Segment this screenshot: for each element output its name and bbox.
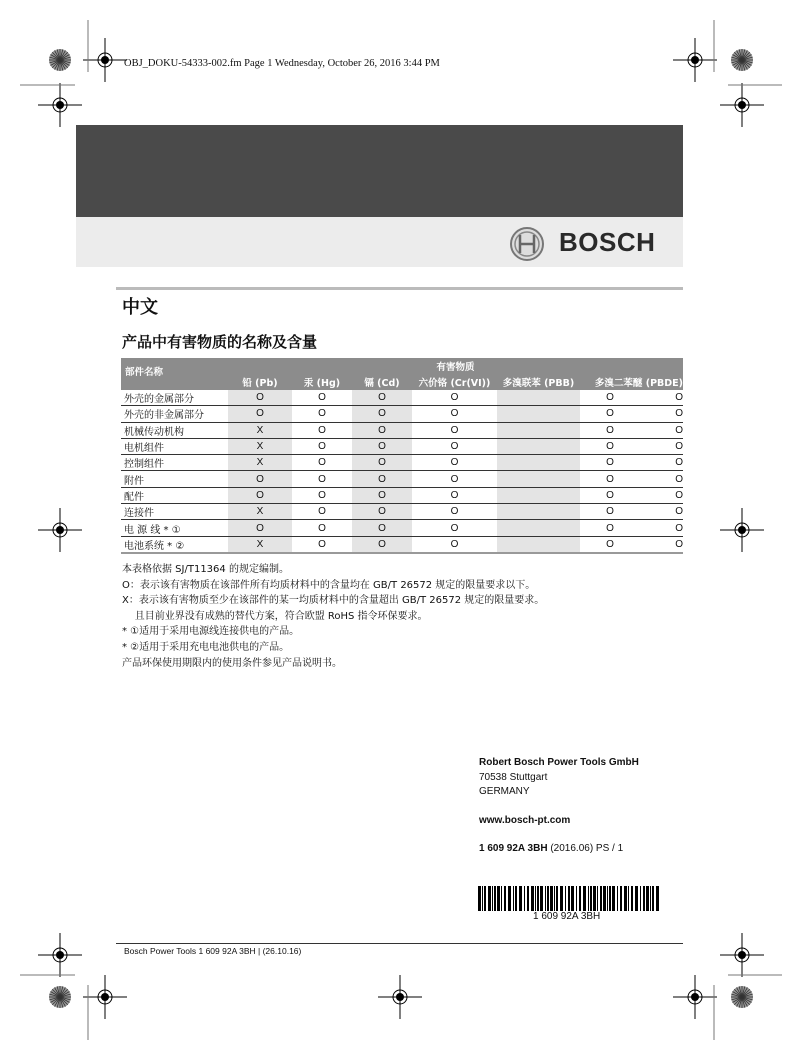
substance-cell: O	[640, 406, 683, 422]
substance-cell: O	[228, 487, 292, 503]
substance-cell: O	[352, 438, 412, 454]
substance-cell	[497, 438, 580, 454]
table-row	[121, 422, 683, 438]
substance-cell: X	[228, 536, 292, 553]
note-line: * ②适用于采用充电电池供电的产品。	[122, 641, 290, 653]
barcode-bar	[547, 886, 549, 911]
barcode-bar	[590, 886, 592, 911]
substance-cell: O	[352, 455, 412, 471]
part-name: 电机组件	[121, 438, 228, 454]
barcode-bar	[656, 886, 659, 911]
section-title: 产品中有害物质的名称及含量	[122, 333, 318, 351]
starburst-registration-icon	[731, 986, 753, 1008]
barcode-bar	[531, 886, 534, 911]
doc-edition: (2016.06) PS / 1	[547, 843, 624, 854]
part-name: 电 源 线 * ①	[121, 520, 228, 536]
website: www.bosch-pt.com	[479, 814, 571, 826]
barcode-bar	[527, 886, 529, 911]
substance-cell: O	[640, 422, 683, 438]
substance-cell: O	[228, 390, 292, 406]
substance-cell: O	[292, 406, 352, 422]
bosch-armature-logo-icon	[509, 226, 545, 262]
substance-cell: O	[292, 487, 352, 503]
substance-cell: O	[352, 471, 412, 487]
substance-cell: O	[580, 471, 640, 487]
barcode-bar	[624, 886, 627, 911]
substance-cell: O	[640, 471, 683, 487]
barcode-bar	[515, 886, 517, 911]
barcode-bar	[571, 886, 574, 911]
substance-cell: O	[640, 536, 683, 553]
substance-cell	[497, 504, 580, 520]
barcode-bar	[554, 886, 555, 911]
barcode	[478, 886, 662, 911]
starburst-registration-icon	[49, 986, 71, 1008]
substance-cell: O	[412, 487, 497, 503]
bosch-logo-text: BOSCH	[559, 227, 656, 257]
barcode-bar	[537, 886, 539, 911]
column-header: 多溴联苯 (PBB)	[497, 374, 580, 390]
table-row	[121, 520, 683, 536]
barcode-bar	[484, 886, 486, 911]
barcode-bar	[556, 886, 558, 911]
crosshair-target-icon	[83, 975, 127, 1019]
notes	[122, 562, 544, 671]
substance-cell: O	[580, 504, 640, 520]
substance-cell: O	[292, 520, 352, 536]
substance-cell: O	[292, 390, 352, 406]
substance-cell: O	[412, 471, 497, 487]
substance-cell: O	[580, 390, 640, 406]
column-header: 铅 (Pb)	[228, 374, 292, 390]
crosshair-target-icon	[673, 975, 717, 1019]
divider	[116, 287, 683, 290]
substance-cell: O	[228, 471, 292, 487]
substance-cell: O	[352, 390, 412, 406]
barcode-bar	[545, 886, 546, 911]
barcode-bar	[550, 886, 553, 911]
barcode-bar	[478, 886, 481, 911]
table-row	[121, 504, 683, 520]
substance-cell: O	[292, 422, 352, 438]
substance-cell: O	[412, 536, 497, 553]
substance-cell	[497, 471, 580, 487]
column-header: 多溴二苯醚 (PBDE)	[580, 374, 683, 390]
barcode-bar	[524, 886, 525, 911]
barcode-bar	[620, 886, 622, 911]
crosshair-target-icon	[38, 83, 82, 127]
substance-cell: O	[580, 438, 640, 454]
column-header: 汞 (Hg)	[292, 374, 352, 390]
barcode-bar	[579, 886, 581, 911]
country: GERMANY	[479, 786, 530, 797]
column-header: 镉 (Cd)	[352, 374, 412, 390]
substance-cell	[497, 406, 580, 422]
barcode-bar	[565, 886, 566, 911]
note-line: * ①适用于采用电源线连接供电的产品。	[122, 626, 300, 638]
substance-cell: O	[412, 406, 497, 422]
barcode-bar	[568, 886, 570, 911]
file-header-line: OBJ_DOKU-54333-002.fm Page 1 Wednesday, October 26, 2016 3:44 PM	[124, 58, 440, 69]
substance-cell	[497, 390, 580, 406]
table-row	[121, 438, 683, 454]
crosshair-target-icon	[720, 933, 764, 977]
barcode-bar	[612, 886, 615, 911]
substance-cell: O	[580, 406, 640, 422]
substance-cell: O	[292, 504, 352, 520]
crosshair-target-icon	[720, 83, 764, 127]
substance-cell: O	[412, 422, 497, 438]
crosshair-target-icon	[378, 975, 422, 1019]
barcode-bar	[576, 886, 577, 911]
starburst-registration-icon	[49, 49, 71, 71]
barcode-bar	[583, 886, 586, 911]
substance-cell: O	[352, 487, 412, 503]
part-name-header: 部件名称	[121, 358, 228, 390]
substance-cell: X	[228, 422, 292, 438]
substance-cell: O	[640, 390, 683, 406]
footer-divider	[116, 943, 683, 944]
doc-number: 1 609 92A 3BH	[479, 843, 548, 854]
barcode-bar	[535, 886, 536, 911]
barcode-bar	[482, 886, 483, 911]
substance-cell: O	[292, 536, 352, 553]
substance-cell: O	[412, 390, 497, 406]
note-line: 本表格依据 SJ/T11364 的规定编制。	[122, 564, 289, 575]
table-row	[121, 536, 683, 553]
part-name: 配件	[121, 487, 228, 503]
substance-cell: O	[640, 438, 683, 454]
substance-cell: O	[640, 520, 683, 536]
crosshair-target-icon	[673, 38, 717, 82]
substance-cell	[497, 520, 580, 536]
substance-cell: O	[352, 422, 412, 438]
barcode-bar	[635, 886, 638, 911]
barcode-bar	[603, 886, 606, 911]
substance-cell: X	[228, 438, 292, 454]
substance-cell: O	[228, 406, 292, 422]
substance-cell: O	[580, 487, 640, 503]
substance-cell	[497, 536, 580, 553]
address-block	[479, 756, 639, 857]
part-name: 连接件	[121, 504, 228, 520]
barcode-bar	[631, 886, 633, 911]
barcode-bar	[609, 886, 611, 911]
barcode-bar	[501, 886, 502, 911]
barcode-bar	[652, 886, 654, 911]
barcode-bar	[646, 886, 649, 911]
city: 70538 Stuttgart	[479, 771, 548, 783]
crosshair-target-icon	[38, 933, 82, 977]
barcode-bar	[560, 886, 563, 911]
barcode-bar	[650, 886, 651, 911]
table-row	[121, 455, 683, 471]
barcode-bar	[513, 886, 514, 911]
substance-cell: O	[412, 455, 497, 471]
part-name: 电池系统 * ②	[121, 536, 228, 553]
note-line: X：表示该有害物质至少在该部件的某一均质材料中的含量超出 GB/T 26572 规定的限量要求。	[122, 595, 545, 607]
table-row	[121, 406, 683, 422]
substance-cell: X	[228, 504, 292, 520]
substance-group-header: 有害物质	[228, 358, 683, 374]
crosshair-target-icon	[720, 508, 764, 552]
barcode-bar	[497, 886, 500, 911]
part-name: 机械传动机构	[121, 422, 228, 438]
barcode-bar	[628, 886, 629, 911]
substance-cell: O	[580, 422, 640, 438]
substance-cell: X	[228, 455, 292, 471]
table-row	[121, 487, 683, 503]
substance-cell: O	[352, 406, 412, 422]
column-header: 六价铬 (Cr(VI))	[412, 374, 497, 390]
hazardous-substances-table	[121, 358, 683, 554]
header-band-dark	[76, 125, 683, 217]
substance-cell: O	[640, 504, 683, 520]
barcode-bar	[600, 886, 602, 911]
substance-cell: O	[580, 520, 640, 536]
part-name: 外壳的金属部分	[121, 390, 228, 406]
substance-cell: O	[352, 504, 412, 520]
substance-cell: O	[412, 520, 497, 536]
barcode-bar	[492, 886, 493, 911]
barcode-bar	[508, 886, 511, 911]
substance-cell: O	[412, 504, 497, 520]
note-line: O：表示该有害物质在该部件所有均质材料中的含量均在 GB/T 26572 规定的限量要求以下。	[122, 579, 536, 591]
substance-cell: O	[292, 471, 352, 487]
substance-cell: O	[352, 520, 412, 536]
company-name: Robert Bosch Power Tools GmbH	[479, 757, 639, 768]
table-row	[121, 390, 683, 406]
language-heading: 中文	[122, 297, 158, 318]
substance-cell: O	[580, 536, 640, 553]
substance-cell: O	[640, 487, 683, 503]
part-name: 外壳的非金属部分	[121, 406, 228, 422]
substance-cell	[497, 487, 580, 503]
crosshair-target-icon	[83, 38, 127, 82]
substance-cell	[497, 422, 580, 438]
substance-cell	[497, 455, 580, 471]
barcode-bar	[494, 886, 496, 911]
substance-cell: O	[640, 455, 683, 471]
substance-cell: O	[228, 520, 292, 536]
starburst-registration-icon	[731, 49, 753, 71]
barcode-bar	[504, 886, 506, 911]
barcode-bar	[643, 886, 645, 911]
barcode-bar	[488, 886, 491, 911]
barcode-bar	[519, 886, 522, 911]
part-name: 控制组件	[121, 455, 228, 471]
barcode-bar	[588, 886, 589, 911]
table-row	[121, 471, 683, 487]
substance-cell: O	[292, 455, 352, 471]
substance-cell: O	[352, 536, 412, 553]
barcode-bar	[607, 886, 608, 911]
substance-cell: O	[412, 438, 497, 454]
part-name: 附件	[121, 471, 228, 487]
substance-cell: O	[580, 455, 640, 471]
barcode-bar	[617, 886, 618, 911]
barcode-bar	[640, 886, 641, 911]
barcode-bar	[597, 886, 598, 911]
crosshair-target-icon	[38, 508, 82, 552]
note-line: 产品环保使用期限内的使用条件参见产品说明书。	[122, 657, 342, 669]
footer-text: Bosch Power Tools 1 609 92A 3BH | (26.10.16)	[124, 946, 302, 956]
substance-cell: O	[292, 438, 352, 454]
barcode-number: 1 609 92A 3BH	[533, 911, 601, 922]
note-line: 且目前业界没有成熟的替代方案，符合欧盟 RoHS 指令环保要求。	[122, 610, 428, 622]
barcode-bar	[540, 886, 543, 911]
barcode-bar	[593, 886, 596, 911]
